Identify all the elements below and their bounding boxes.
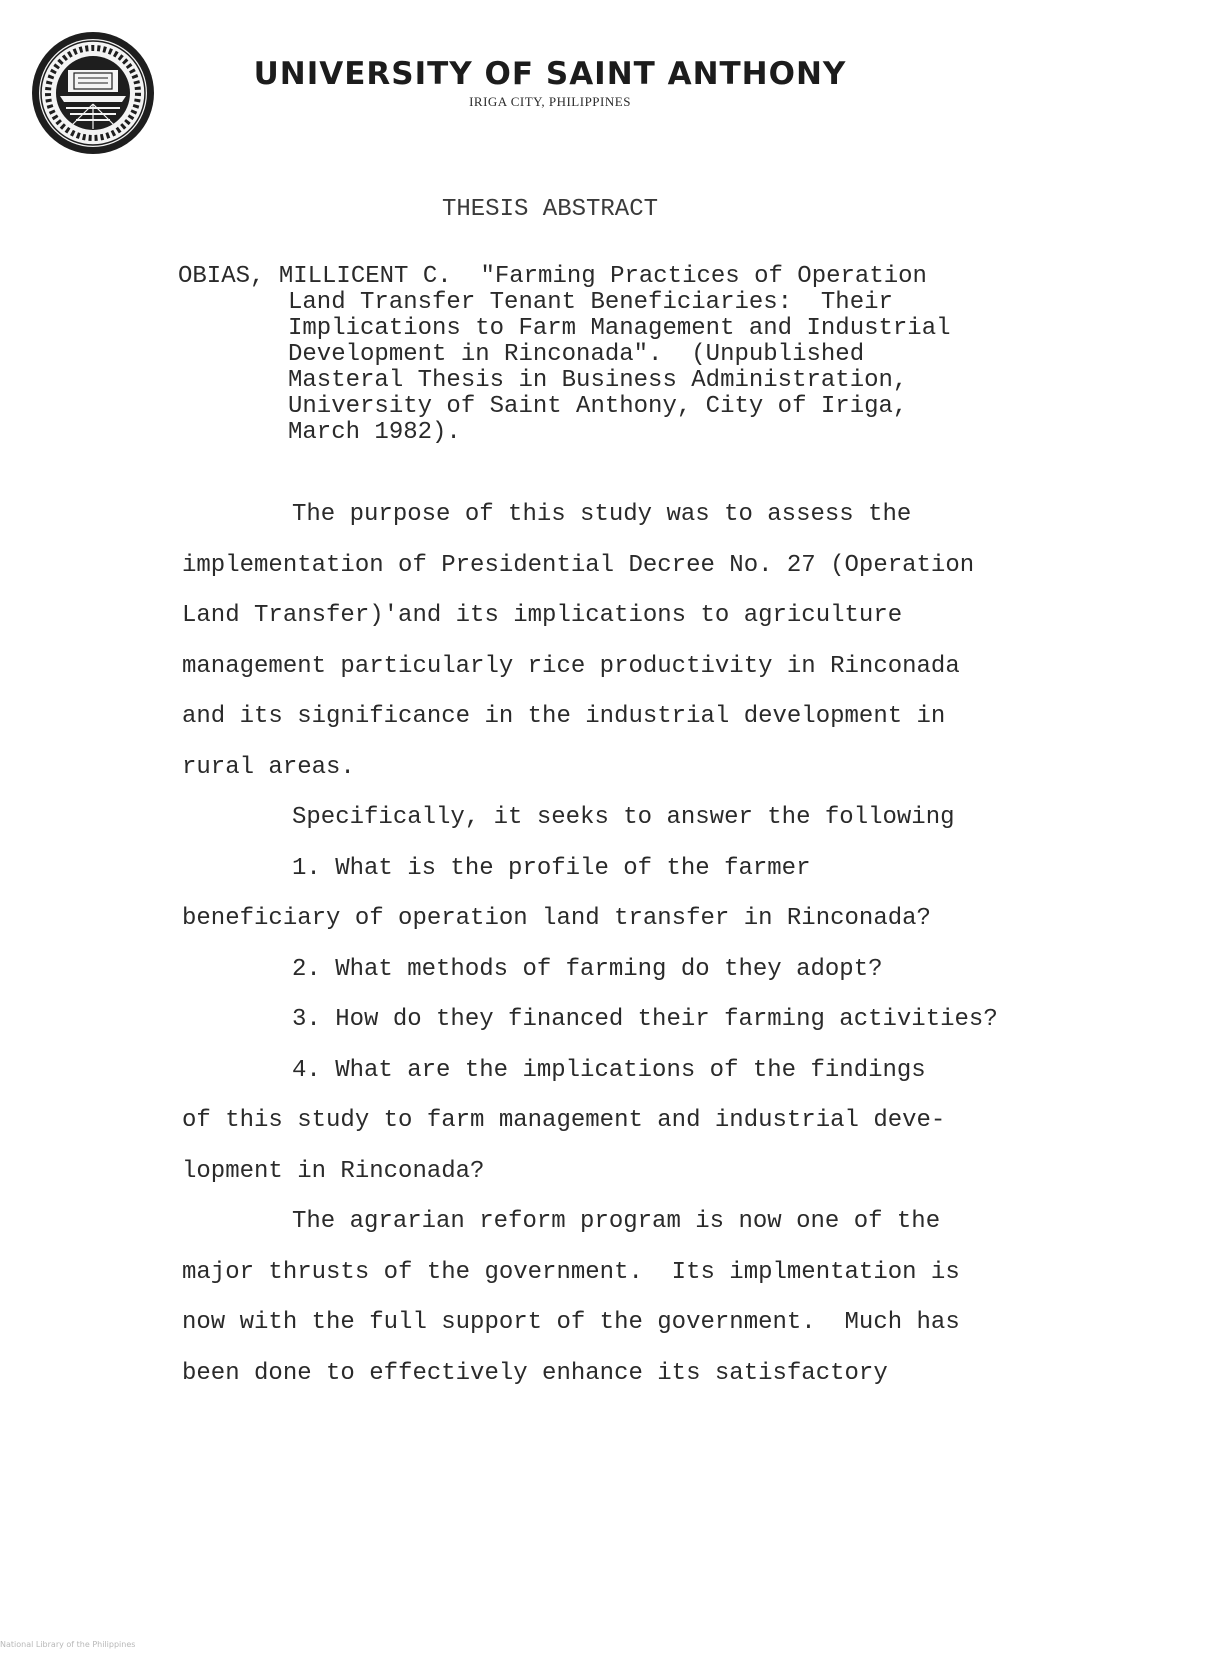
citation-line: March 1982). <box>288 419 461 446</box>
university-name: UNIVERSITY OF SAINT ANTHONY <box>253 56 847 92</box>
question-item: 3. How do they financed their farming activities? <box>292 1006 998 1033</box>
body-line: and its significance in the industrial development in <box>182 703 946 730</box>
citation-line: Implications to Farm Management and Industrial <box>288 315 951 342</box>
citation-line: Masteral Thesis in Business Administration, <box>288 367 908 394</box>
citation-line: Development in Rinconada". (Unpublished <box>288 341 865 368</box>
body-line: The purpose of this study was to assess the <box>292 501 912 528</box>
question-item: 1. What is the profile of the farmer <box>292 854 811 882</box>
body-line: management particularly rice productivity in Rinconada <box>182 652 960 680</box>
citation-line: OBIAS, MILLICENT C. "Farming Practices of Operation <box>178 263 927 290</box>
question-item: 4. What are the implications of the findings <box>292 1056 926 1084</box>
body-line: now with the full support of the government. Much has <box>182 1309 960 1336</box>
body-line: of this study to farm management and industrial deve- <box>182 1107 946 1134</box>
question-item: 2. What methods of farming do they adopt? <box>292 955 883 983</box>
body-line: Specifically, it seeks to answer the following <box>292 804 955 831</box>
citation-block <box>178 264 1078 446</box>
body-line: been done to effectively enhance its satisfactory <box>182 1359 888 1387</box>
body-line: beneficiary of operation land transfer in Rinconada? <box>182 905 931 932</box>
body-line: rural areas. <box>182 753 355 781</box>
document-title: THESIS ABSTRACT <box>441 196 659 223</box>
university-seal-icon <box>30 30 156 156</box>
citation-line: Land Transfer Tenant Beneficiaries: Their <box>288 289 893 316</box>
footer-watermark: National Library of the Philippines <box>0 1640 136 1649</box>
body-line: implementation of Presidential Decree No. 27 (Operation <box>182 551 975 579</box>
body-line: Land Transfer)'and its implications to agriculture <box>182 602 903 629</box>
citation-line: University of Saint Anthony, City of Iriga, <box>288 393 908 420</box>
body-line: lopment in Rinconada? <box>182 1157 485 1185</box>
abstract-body <box>182 490 1082 1399</box>
body-line: major thrusts of the government. Its implmentation is <box>182 1258 960 1286</box>
body-line: The agrarian reform program is now one of the <box>292 1208 941 1235</box>
university-city: IRIGA CITY, PHILIPPINES <box>469 94 631 109</box>
